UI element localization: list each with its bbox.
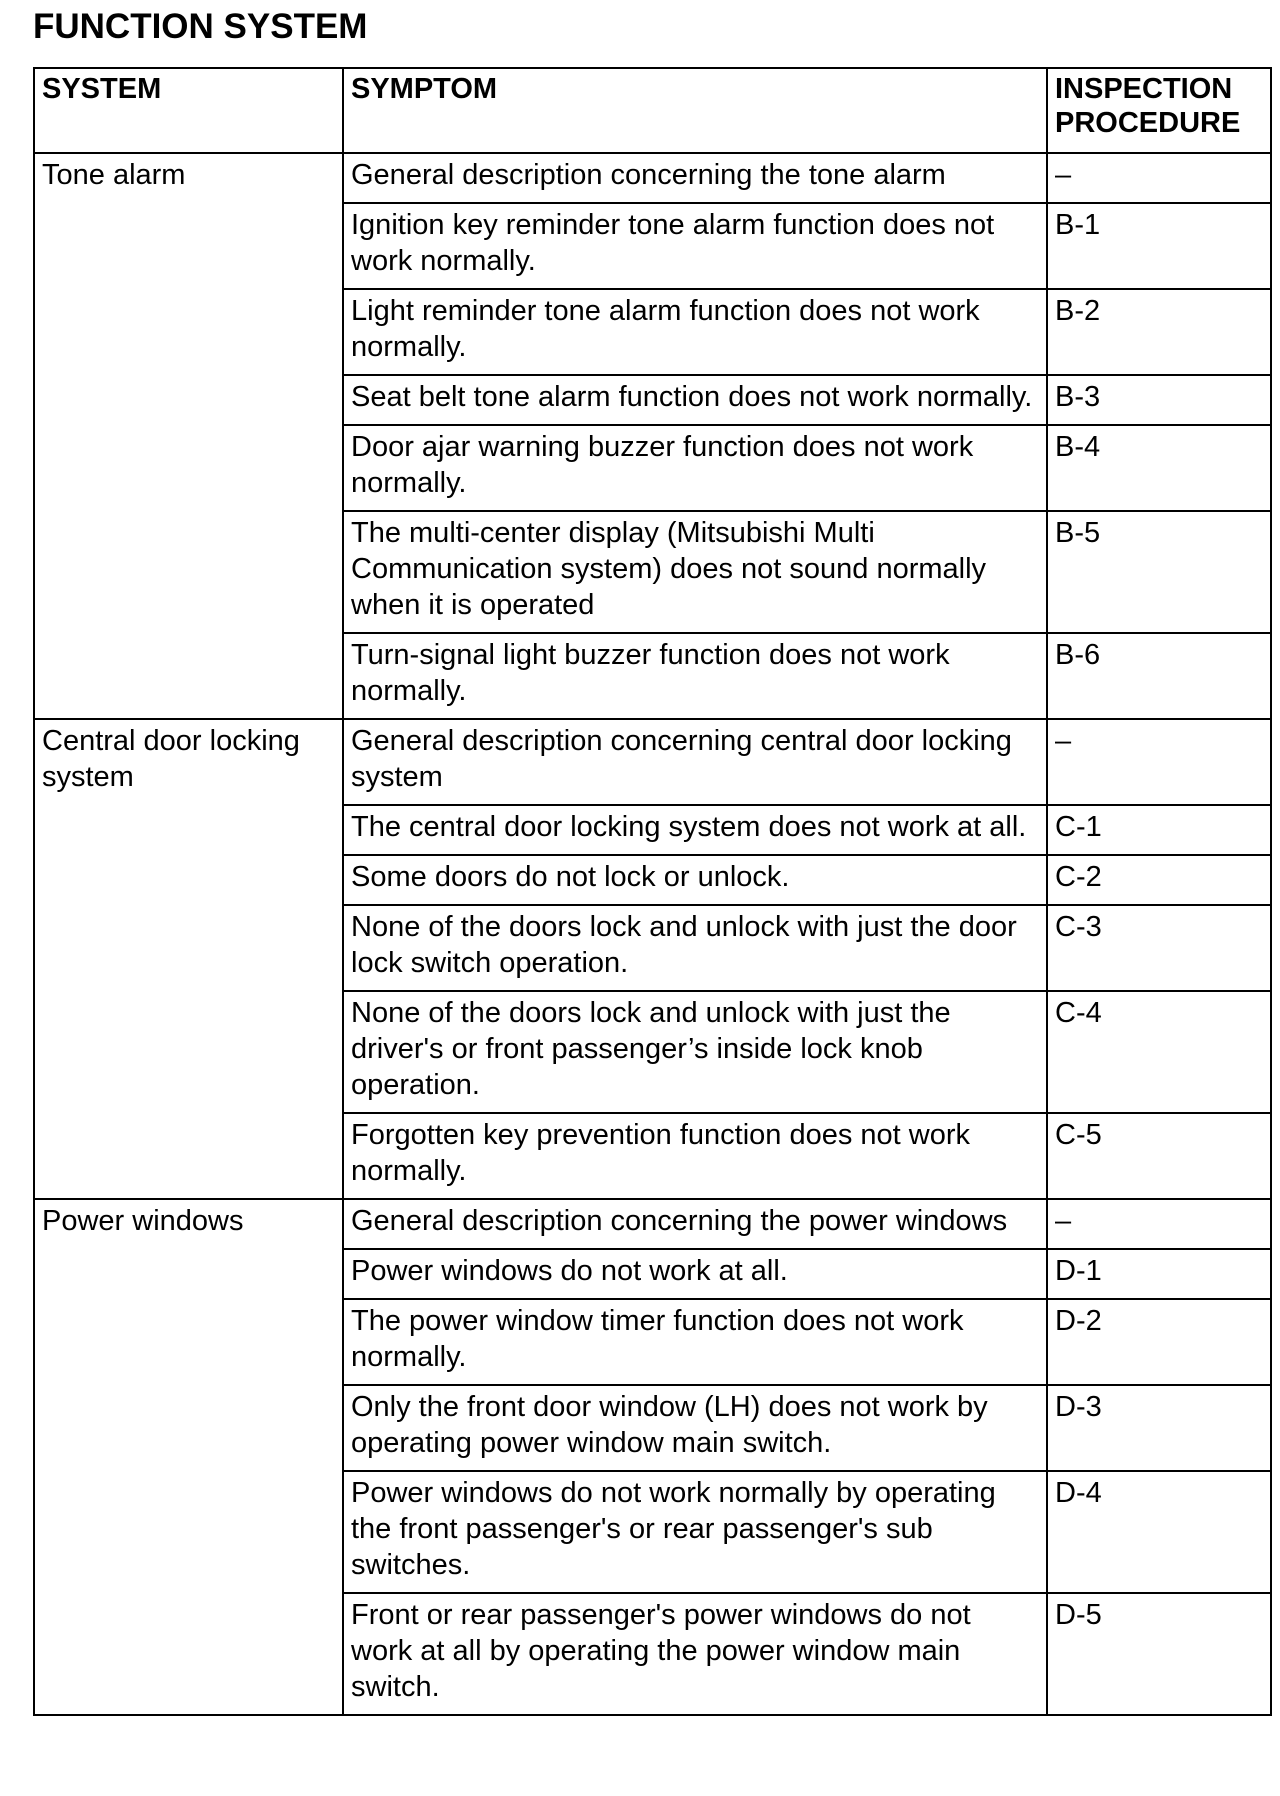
procedure-cell: C-3 <box>1047 905 1271 991</box>
table-row <box>34 719 1271 805</box>
symptom-cell: Power windows do not work normally by operating the front passenger's or rear passenger's sub switches. <box>343 1471 1047 1593</box>
symptom-cell: None of the doors lock and unlock with just the driver's or front passenger’s inside lock knob operation. <box>343 991 1047 1113</box>
symptom-cell: Door ajar warning buzzer function does not work normally. <box>343 425 1047 511</box>
system-cell: Central door locking system <box>34 719 343 1199</box>
procedure-cell: B-2 <box>1047 289 1271 375</box>
symptom-cell: Light reminder tone alarm function does not work normally. <box>343 289 1047 375</box>
column-header-procedure-line2: PROCEDURE <box>1055 107 1241 139</box>
symptom-cell: Forgotten key prevention function does not work normally. <box>343 1113 1047 1199</box>
symptom-cell: Power windows do not work at all. <box>343 1249 1047 1299</box>
procedure-cell: C-4 <box>1047 991 1271 1113</box>
symptom-cell: Front or rear passenger's power windows do not work at all by operating the power window main switch. <box>343 1593 1047 1715</box>
symptom-cell: Some doors do not lock or unlock. <box>343 855 1047 905</box>
column-header-system: SYSTEM <box>34 68 343 153</box>
page-title: FUNCTION SYSTEM <box>33 7 368 46</box>
table-body <box>34 153 1271 1715</box>
procedure-cell: C-5 <box>1047 1113 1271 1199</box>
procedure-cell: B-5 <box>1047 511 1271 633</box>
symptom-cell: General description concerning central door locking system <box>343 719 1047 805</box>
symptom-cell: None of the doors lock and unlock with just the door lock switch operation. <box>343 905 1047 991</box>
symptom-cell: The central door locking system does not work at all. <box>343 805 1047 855</box>
procedure-cell: – <box>1047 153 1271 203</box>
symptom-cell: The multi-center display (Mitsubishi Multi Communication system) does not sound normally when it is operated <box>343 511 1047 633</box>
procedure-cell: C-2 <box>1047 855 1271 905</box>
procedure-cell: D-2 <box>1047 1299 1271 1385</box>
table-header-row <box>34 68 1271 153</box>
function-system-table <box>33 67 1272 1716</box>
symptom-cell: Only the front door window (LH) does not work by operating power window main switch. <box>343 1385 1047 1471</box>
symptom-cell: General description concerning the tone alarm <box>343 153 1047 203</box>
procedure-cell: – <box>1047 719 1271 805</box>
column-header-inspection-procedure <box>1047 68 1271 153</box>
table-row <box>34 153 1271 203</box>
symptom-cell: Turn-signal light buzzer function does not work normally. <box>343 633 1047 719</box>
procedure-cell: C-1 <box>1047 805 1271 855</box>
procedure-cell: B-3 <box>1047 375 1271 425</box>
symptom-cell: Ignition key reminder tone alarm function does not work normally. <box>343 203 1047 289</box>
system-cell: Tone alarm <box>34 153 343 719</box>
procedure-cell: D-4 <box>1047 1471 1271 1593</box>
procedure-cell: B-1 <box>1047 203 1271 289</box>
column-header-symptom: SYMPTOM <box>343 68 1047 153</box>
column-header-procedure-line1: INSPECTION <box>1055 73 1233 105</box>
procedure-cell: B-4 <box>1047 425 1271 511</box>
symptom-cell: General description concerning the power windows <box>343 1199 1047 1249</box>
table-row <box>34 1199 1271 1249</box>
symptom-cell: Seat belt tone alarm function does not work normally. <box>343 375 1047 425</box>
symptom-cell: The power window timer function does not work normally. <box>343 1299 1047 1385</box>
procedure-cell: B-6 <box>1047 633 1271 719</box>
procedure-cell: – <box>1047 1199 1271 1249</box>
procedure-cell: D-3 <box>1047 1385 1271 1471</box>
procedure-cell: D-5 <box>1047 1593 1271 1715</box>
system-cell: Power windows <box>34 1199 343 1715</box>
procedure-cell: D-1 <box>1047 1249 1271 1299</box>
